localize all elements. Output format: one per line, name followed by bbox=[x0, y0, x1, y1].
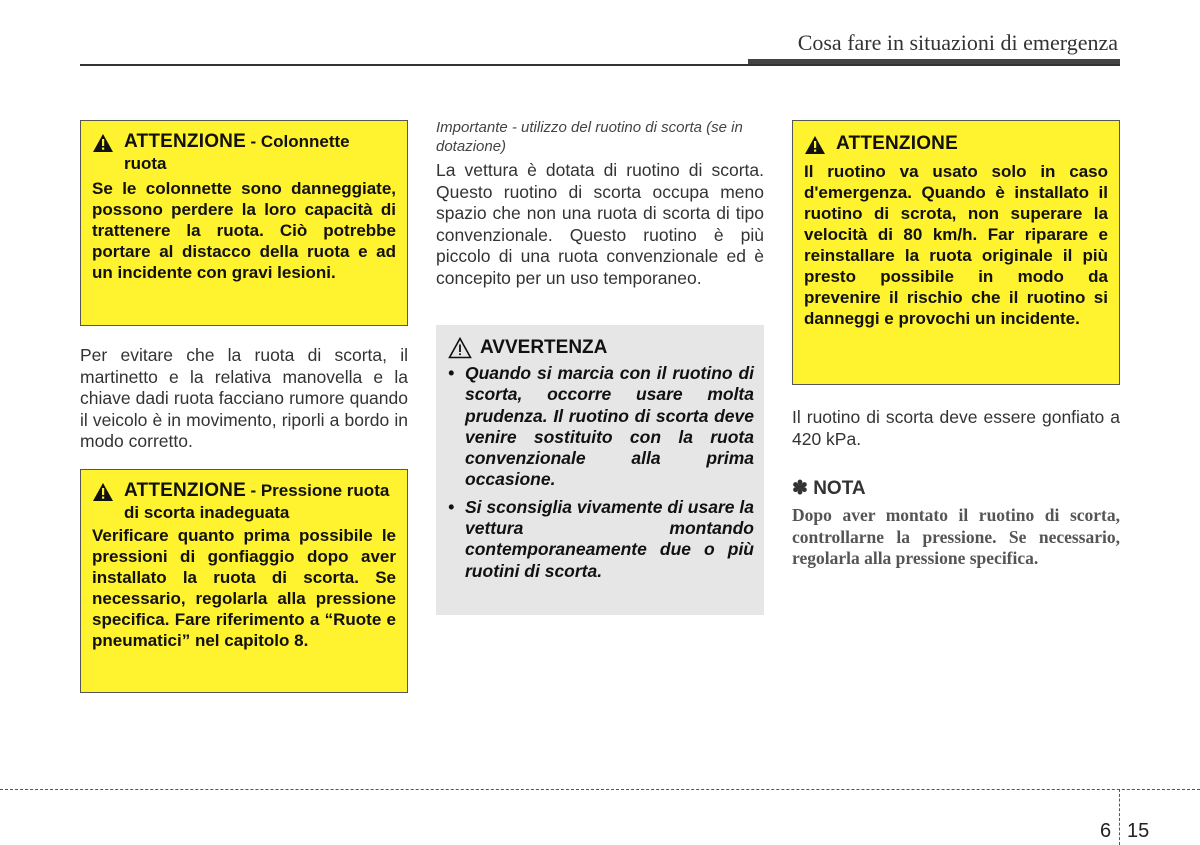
warning-label: ATTENZIONE bbox=[836, 133, 958, 154]
warning-subtitle: - Pressione ruota di scorta inadeguata bbox=[124, 481, 390, 522]
paragraph-inflate-pressure: Il ruotino di scorta deve essere gonfiato a 420 kPa. bbox=[792, 407, 1120, 449]
important-body: La vettura è dotata di ruotino di scorta. Questo ruotino di scorta occupa meno spazio che non una ruota di scorta di tipo convenzionale. Questo ruotino è più piccolo di una ruota convenzionale ed è concepito per un uso temporaneo. bbox=[436, 160, 764, 288]
warning-body: Se le colonnette sono danneggiate, possono perdere la loro capacità di trattenere la ruota. Ciò potrebbe portare al distacco della ruota e ad un incidente con gravi lesioni. bbox=[92, 179, 396, 282]
note-body: Dopo aver montato il ruotino di scorta, controllarne la pressione. Se necessario, regolarla alla pressione specifica. bbox=[792, 505, 1120, 568]
page-number: 15 bbox=[1127, 820, 1150, 842]
warning-label: ATTENZIONE bbox=[124, 131, 246, 152]
warning-header bbox=[92, 131, 396, 174]
caution-list bbox=[448, 363, 754, 582]
chapter-number: 6 bbox=[1100, 820, 1112, 842]
list-item: • Si sconsiglia vivamente di usare la vettura montando contemporaneamente due o più ruotini di scorta. bbox=[448, 496, 754, 581]
page-header-title: Cosa fare in situazioni di emergenza bbox=[797, 30, 1118, 55]
warning-triangle-icon bbox=[92, 133, 114, 153]
warning-box-pressure bbox=[80, 469, 408, 693]
paragraph-store-equipment: Per evitare che la ruota di scorta, il martinetto e la relativa manovella e la chiave dadi ruota facciano rumore quando il veicolo è in movimento, riporli a bordo in modo corretto. bbox=[80, 345, 408, 451]
warning-triangle-icon bbox=[804, 135, 826, 155]
caution-box bbox=[436, 325, 764, 615]
footer-page-separator bbox=[1119, 789, 1120, 845]
important-title: Importante - utilizzo del ruotino di scorta (se in dotazione) bbox=[436, 119, 743, 155]
note-title: ✽ NOTA bbox=[792, 478, 866, 499]
warning-triangle-icon bbox=[448, 337, 472, 359]
warning-header bbox=[92, 480, 396, 523]
warning-label: ATTENZIONE bbox=[124, 480, 246, 501]
warning-body: Verificare quanto prima possibile le pressioni di gonfiaggio dopo aver installato la ruota di scorta. Se necessario, regolarla alla pressione specifica. Fare riferimento a “Ruote e pneumatici” nel capitolo 8. bbox=[92, 526, 396, 650]
warning-box-lug-nuts bbox=[80, 120, 408, 326]
list-item: • Quando si marcia con il ruotino di scorta, occorre usare molta prudenza. Il ruotino di scorta deve venire sostituito con la ruota convenzionale alla prima occasione. bbox=[448, 363, 754, 490]
warning-triangle-icon bbox=[92, 482, 114, 502]
warning-box-compact-spare bbox=[792, 120, 1120, 385]
caution-label: AVVERTENZA bbox=[480, 337, 608, 358]
footer-divider bbox=[0, 789, 1200, 790]
warning-header bbox=[804, 133, 1108, 155]
caution-header bbox=[448, 337, 754, 359]
warning-body: Il ruotino va usato solo in caso d'emergenza. Quando è installato il ruotino di scrota, non superare la velocità di 80 km/h. Far riparare e reinstallare la ruota originale il più presto possibile in modo da prevenire il rischio che il ruotino si danneggi e provochi un incidente. bbox=[804, 162, 1108, 328]
warning-subtitle: - Colonnette ruota bbox=[124, 132, 350, 173]
header-rule bbox=[80, 64, 1120, 66]
